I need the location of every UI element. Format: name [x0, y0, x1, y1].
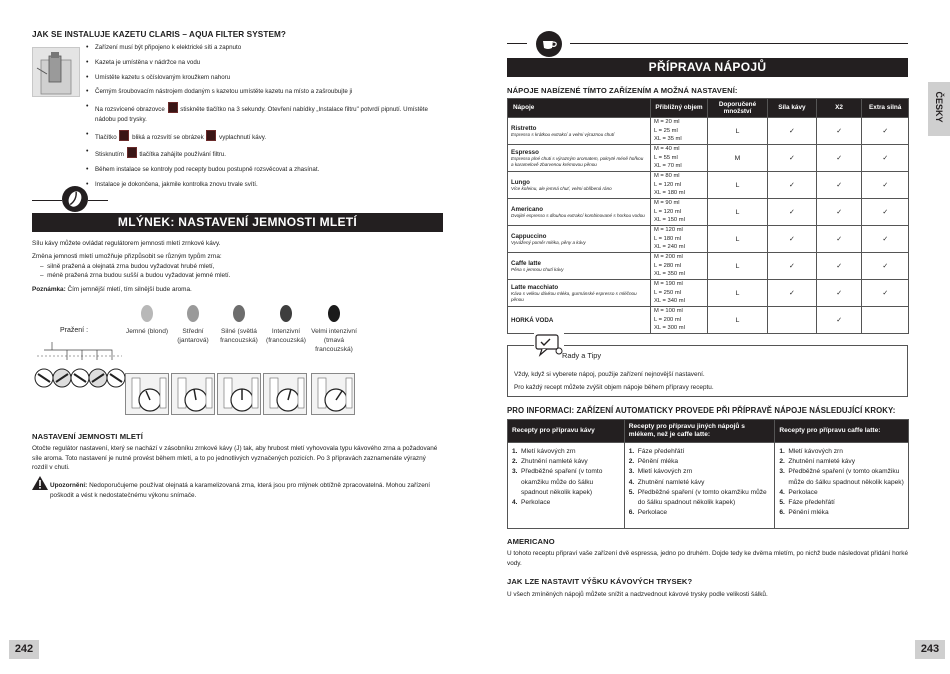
americano-title: AMERICANO: [507, 537, 555, 546]
roast-level-5: [311, 305, 357, 354]
install-steps: [86, 43, 442, 195]
drink-volume: XL = 70 ml: [653, 163, 682, 170]
recipe-steps-coffee: [508, 443, 625, 529]
drink-name: Caffe latte: [511, 259, 541, 267]
drink-description: Espresso s krátkou extrakcí a velmi výraznou chutí: [511, 131, 615, 137]
recipe-col-coffee: Recepty pro přípravu kávy: [508, 420, 625, 443]
drink-extra-cell: ✓: [862, 226, 909, 253]
grinder-dial-5: [311, 373, 355, 415]
drink-rec-cell: L: [707, 226, 767, 253]
drink-name-cell: [508, 280, 651, 307]
drink-sila-cell: ✓: [768, 226, 817, 253]
recipe-step: 4. Perkolace: [779, 488, 818, 496]
warning-text: [50, 481, 445, 500]
grinder-note: [32, 285, 192, 295]
drink-name: Cappuccino: [511, 232, 547, 240]
install-step-3: • Umístěte kazetu s očíslovaným kroužkem nahoru: [86, 73, 442, 83]
drink-rec-cell: L: [707, 118, 767, 145]
drink-description: Vyvážený poměr mléka, pěny a kávy: [511, 239, 586, 245]
language-tab-label: ČESKY: [934, 91, 944, 123]
drink-sila-cell: ✓: [768, 172, 817, 199]
recipe-table-body: [508, 443, 909, 529]
drink-volume: L = 120 ml: [653, 208, 681, 215]
col-napoje: Nápoje: [508, 99, 651, 118]
grinder-dial-1: [125, 373, 169, 415]
warning-icon: [32, 476, 48, 495]
drink-description: Káva s velkou dávkou mléka, gurmánské espresso s mléčnou pěnou: [511, 291, 637, 302]
drink-extra-cell: ✓: [862, 172, 909, 199]
drink-row: [508, 118, 909, 145]
drink-extra-cell: ✓: [862, 253, 909, 280]
install-title: JAK SE INSTALUJE KAZETU CLARIS – AQUA FILTER SYSTEM?: [32, 30, 287, 39]
drink-volume: M = 20 ml: [653, 119, 680, 126]
install-step-2: • Kazeta je umístěna v nádržce na vodu: [86, 58, 442, 68]
install-step-5-prefix: Na rozsvícené obrazovce: [95, 106, 165, 114]
drink-name-cell: [508, 307, 651, 334]
drink-name: Americano: [511, 205, 543, 213]
tips-speech-icon: [534, 333, 564, 359]
recipe-table: [507, 419, 909, 529]
drink-name-cell: [508, 226, 651, 253]
drink-volume: L = 280 ml: [653, 262, 681, 269]
drink-x2-cell: ✓: [816, 253, 862, 280]
drink-volume: XL = 300 ml: [653, 325, 685, 332]
drink-description: Dvojité espresso s dlouhou extrakcí kombinované s horkou vodou: [511, 212, 645, 218]
recipe-step: 6. Perkolace: [628, 509, 668, 517]
grinder-note-text: Čím jemnější mletí, tím silnější bude aroma.: [67, 286, 192, 293]
install-step-7-text: tlačítka zahájíte používání filtru.: [139, 151, 227, 159]
install-step-5: [86, 102, 442, 124]
drink-row: [508, 226, 909, 253]
drink-volume: M = 200 ml: [653, 254, 683, 261]
recipe-steps-milk: [624, 443, 775, 529]
grinder-dials: [125, 373, 357, 415]
install-step-7-prefix: Stisknutím: [95, 151, 124, 159]
install-step-6-text: bliká a rozsvítí se obrázek: [132, 133, 204, 141]
drink-volume-cell: [650, 199, 707, 226]
drink-volume: L = 200 ml: [653, 316, 681, 323]
drink-rec-cell: L: [707, 199, 767, 226]
recipe-step: 5. Předběžné spaření (v tomto okamžiku může do šálku spadnout několik kapek): [628, 488, 767, 507]
drink-row: [508, 199, 909, 226]
page-number-left: 242: [9, 640, 39, 659]
drink-volume-cell: [650, 145, 707, 172]
roast-level-4: [263, 305, 309, 345]
section-divider-line: [32, 200, 62, 201]
drink-sila-cell: ✓: [768, 253, 817, 280]
grinder-dash-2-text: méně pražená zrna budou sušší a budou vyžadovat jemné mletí.: [47, 272, 231, 279]
coffee-cup-icon: [536, 31, 562, 57]
drink-volume-cell: [650, 280, 707, 307]
drink-rec-cell: L: [707, 172, 767, 199]
recipe-col-latte: Recepty pro přípravu caffe latte:: [775, 420, 909, 443]
grinder-intro: Sílu kávy můžete ovládat regulátorem jemnosti mletí zrnkové kávy.: [32, 240, 221, 247]
drink-name: Latte macchiato: [511, 284, 559, 292]
drink-volume: XL = 340 ml: [653, 298, 685, 305]
grinder-note-label: Poznámka:: [32, 286, 66, 293]
warning-label: Upozornění:: [50, 482, 88, 489]
tips-label: Rady a Tipy: [562, 351, 602, 360]
roast-level-1: [125, 305, 169, 336]
drink-rec-cell: L: [707, 280, 767, 307]
grinder-dial-4: [263, 373, 307, 415]
recipe-step: 1. Mletí kávových zrn: [512, 448, 576, 455]
roast-level-3-label: Silné (světlá francouzská): [220, 328, 258, 344]
drink-volume: L = 25 ml: [653, 127, 678, 134]
drink-name-cell: [508, 145, 651, 172]
drink-volume: XL = 240 ml: [653, 244, 685, 251]
americano-text: U tohoto receptu připraví vaše zařízení dvě espressa, jedno po druhém. Dojde tedy ke dvěma mletím, po nichž bude následovat přidání horké vody.: [507, 550, 909, 567]
drink-row: [508, 280, 909, 307]
drink-sila-cell: [768, 307, 817, 334]
drinks-table: [507, 98, 909, 334]
recipe-step: 5. Fáze předehřátí: [779, 499, 835, 507]
recipe-step: 6. Pěnění mléka: [779, 509, 829, 517]
install-step-6: [86, 130, 442, 143]
col-extra: Extra silná: [862, 99, 909, 118]
drink-name: Ristretto: [511, 124, 537, 132]
install-step-6-suffix: vyplachnutí kávy.: [219, 133, 267, 141]
nozzle-text: U všech zmíněných nápojů můžete snížit a nadzvednout kávové trysky podle velikosti šálků.: [507, 591, 768, 598]
setting-title: NASTAVENÍ JEMNOSTI MLETÍ: [32, 432, 143, 441]
drink-description: Espresso plné chuti s výrazným aromatem, pokryté méně hořkou a karamelově zbarvenou krémovou pěnou: [511, 156, 644, 167]
grinder-change: Změna jemnosti mletí umožňuje přizpůsobit se různým typům zrna:: [32, 253, 222, 260]
install-step-8: • Během instalace se kontroly pod recepty budou postupně rozsvěcovat a zhasínat.: [86, 165, 442, 175]
drink-row: [508, 145, 909, 172]
drink-volume-cell: [650, 253, 707, 280]
col-objem: Přibližný objem: [650, 99, 707, 118]
drink-volume: M = 100 ml: [653, 308, 683, 315]
drink-volume: XL = 180 ml: [653, 190, 685, 197]
drink-volume: L = 120 ml: [653, 181, 681, 188]
rinse-image-icon: [206, 130, 216, 141]
roast-level-2-label: Střední (jantarová): [177, 328, 209, 344]
drink-name-cell: [508, 253, 651, 280]
drink-volume: XL = 150 ml: [653, 217, 685, 224]
grinder-section-title: MLÝNEK: NASTAVENÍ JEMNOSTI MLETÍ: [32, 213, 443, 232]
recipe-step: 4. Perkolace: [512, 499, 551, 507]
drink-description: Více kofeinu, ale jemná chuť, velmi oblíbená ráno: [511, 185, 612, 191]
drinks-table-title: NÁPOJE NABÍZENÉ TÍMTO ZAŘÍZENÍM A MOŽNÁ NASTAVENÍ:: [507, 86, 738, 95]
drink-name-cell: [508, 172, 651, 199]
coffee-bean-medium-icon: [187, 305, 199, 322]
coffee-bean-intense-icon: [280, 305, 292, 322]
drink-extra-cell: ✓: [862, 199, 909, 226]
water-tank-illustration: [32, 47, 80, 97]
coffee-bean-light-icon: [141, 305, 153, 322]
recipe-step: 1. Mletí kávových zrn: [779, 448, 843, 455]
setting-text: Otočte regulátor nastavení, který se nachází v zásobníku zrnkové kávy (J) tak, aby hrubost mletí vyhovovala typu kávového zrna a požadované síle aroma. Toto nastavení je nutné provést během mletí, a to po jednotlivých vyznačených pozicích. Po 3 přípravách zaznamenáte výrazný rozdíl v chuti.: [32, 445, 438, 472]
recipe-step: 1. Fáze předehřátí: [628, 448, 685, 455]
drink-volume: M = 190 ml: [653, 281, 683, 288]
drink-volume-cell: [650, 118, 707, 145]
grinder-dial-3: [217, 373, 261, 415]
roast-label: Pražení :: [60, 327, 89, 334]
machine-icon-button: [168, 102, 178, 113]
info-title: PRO INFORMACI: ZAŘÍZENÍ AUTOMATICKY PROVEDE PŘI PŘÍPRAVĚ NÁPOJE NÁSLEDUJÍCÍ KROKY:: [507, 406, 896, 415]
page-number-right: 243: [915, 640, 945, 659]
drink-sila-cell: ✓: [768, 118, 817, 145]
drink-volume: M = 40 ml: [653, 146, 680, 153]
recipe-table-header: [508, 420, 909, 443]
drink-x2-cell: ✓: [816, 307, 862, 334]
recipe-step: 2. Pěnění mléka: [628, 458, 679, 466]
drink-volume-cell: [650, 307, 707, 334]
install-step-9: • Instalace je dokončena, jakmile kontrolka znovu trvale svítí.: [86, 180, 442, 190]
drink-rec-cell: M: [707, 145, 767, 172]
drink-extra-cell: ✓: [862, 280, 909, 307]
grinder-dash-2: – méně pražená zrna budou sušší a budou vyžadovat jemné mletí.: [40, 272, 231, 279]
grinder-dial-2: [171, 373, 215, 415]
drink-x2-cell: ✓: [816, 145, 862, 172]
recipe-step: 3. Předběžné spaření (v tomto okamžiku může do šálku spadnout několik kapek): [779, 468, 904, 486]
recipe-step: 2. Zhutnění namleté kávy: [512, 458, 588, 466]
drink-name-cell: [508, 199, 651, 226]
drink-volume: M = 80 ml: [653, 173, 680, 180]
grinder-dash-1-text: silně pražená a olejnatá zrna budou vyžadovat hrubé mletí,: [47, 262, 215, 270]
drink-name-cell: [508, 118, 651, 145]
col-mnozstvi: Doporučené množství: [707, 99, 767, 118]
warning-body: Nedoporučujeme používat olejnatá a karamelizovaná zrna, která jsou pro mlýnek obtížně zpracovatelná. Mohou zařízení poškodit a vést k nedostatečnému výkonu snímače.: [50, 482, 431, 499]
drink-rec-cell: L: [707, 253, 767, 280]
drink-volume: L = 55 ml: [653, 154, 678, 161]
drinks-table-header: [508, 99, 909, 118]
drink-rec-cell: L: [707, 307, 767, 334]
recipe-step: 4. Zhutnění namleté kávy: [628, 478, 705, 486]
roast-level-5-label: Velmi intenzivní (tmavá francouzská): [311, 328, 357, 353]
recipe-steps-latte: [775, 443, 909, 529]
drink-extra-cell: [862, 307, 909, 334]
tips-line-2: Pro každý recept můžete zvýšit objem nápoje během přípravy receptu.: [514, 384, 714, 391]
header-line-right: [570, 43, 908, 44]
drink-name: Lungo: [511, 178, 530, 186]
drink-name: Espresso: [511, 149, 539, 157]
drink-volume: XL = 350 ml: [653, 271, 685, 278]
roast-level-2: [171, 305, 215, 345]
install-step-6-prefix: Tlačítko: [95, 133, 117, 141]
header-line-left: [507, 43, 527, 44]
drink-x2-cell: ✓: [816, 226, 862, 253]
drink-x2-cell: ✓: [816, 172, 862, 199]
drink-volume: L = 180 ml: [653, 235, 681, 242]
drink-volume-cell: [650, 172, 707, 199]
coffee-bean-strong-icon: [233, 305, 245, 322]
grinder-diagram: [32, 336, 127, 396]
coffee-bean-icon: [62, 186, 88, 212]
recipe-step: 3. Předběžné spaření (v tomto okamžiku může do šálku spadnout několik kapek): [512, 468, 603, 496]
drink-row: [508, 172, 909, 199]
language-tab: [928, 82, 950, 136]
section-divider-line-right: [88, 200, 108, 201]
filter-button-icon: [127, 147, 137, 158]
roast-level-3: [217, 305, 261, 345]
install-step-5-text: stiskněte tlačítko na 3 sekundy. Otevření nabídky „Instalace filtru" potvrdí pipnutí. Umístěte nádobu pod trysky.: [95, 106, 428, 123]
drink-sila-cell: ✓: [768, 280, 817, 307]
drink-row: [508, 307, 909, 334]
col-x2: X2: [816, 99, 862, 118]
install-step-1: • Zařízení musí být připojeno k elektrické síti a zapnuto: [86, 43, 442, 53]
drink-volume: M = 90 ml: [653, 200, 680, 207]
col-sila: Síla kávy: [768, 99, 817, 118]
recipe-step: 2. Zhutnění namleté kávy: [779, 458, 856, 466]
roast-level-4-label: Intenzivní (francouzská): [266, 328, 306, 344]
install-step-4: • Černým šroubovacím nástrojem dodaným s kazetou umístěte kazetu na místo a zašroubujte ji: [86, 87, 442, 97]
drink-x2-cell: ✓: [816, 199, 862, 226]
drink-sila-cell: ✓: [768, 145, 817, 172]
drinks-section-title: PŘÍPRAVA NÁPOJŮ: [507, 58, 908, 77]
drink-row: [508, 253, 909, 280]
drink-volume: L = 250 ml: [653, 289, 681, 296]
recipe-col-milk: Recepty pro přípravu jiných nápojů s mlékem, než je caffe latte:: [624, 420, 775, 443]
roast-level-1-label: Jemné (blond): [125, 328, 169, 335]
recipe-step: 3. Mletí kávových zrn: [628, 468, 693, 476]
drink-volume: XL = 35 ml: [653, 136, 682, 143]
drink-description: Pěna s jemnou chutí kávy: [511, 266, 564, 272]
drink-volume: M = 120 ml: [653, 227, 683, 234]
tips-line-1: Vždy, když si vyberete nápoj, použije zařízení nejnovější nastavení.: [514, 371, 705, 378]
drink-x2-cell: ✓: [816, 280, 862, 307]
drink-extra-cell: ✓: [862, 118, 909, 145]
install-step-7: [86, 147, 442, 160]
rinse-button-icon: [119, 130, 129, 141]
drink-volume-cell: [650, 226, 707, 253]
drink-name: HORKÁ VODA: [511, 316, 554, 324]
drink-sila-cell: ✓: [768, 199, 817, 226]
drink-x2-cell: ✓: [816, 118, 862, 145]
nozzle-title: JAK LZE NASTAVIT VÝŠKU KÁVOVÝCH TRYSEK?: [507, 577, 693, 586]
drink-extra-cell: ✓: [862, 145, 909, 172]
coffee-bean-very-intense-icon: [328, 305, 340, 322]
grinder-dash-1: – silně pražená a olejnatá zrna budou vyžadovat hrubé mletí,: [40, 262, 215, 270]
